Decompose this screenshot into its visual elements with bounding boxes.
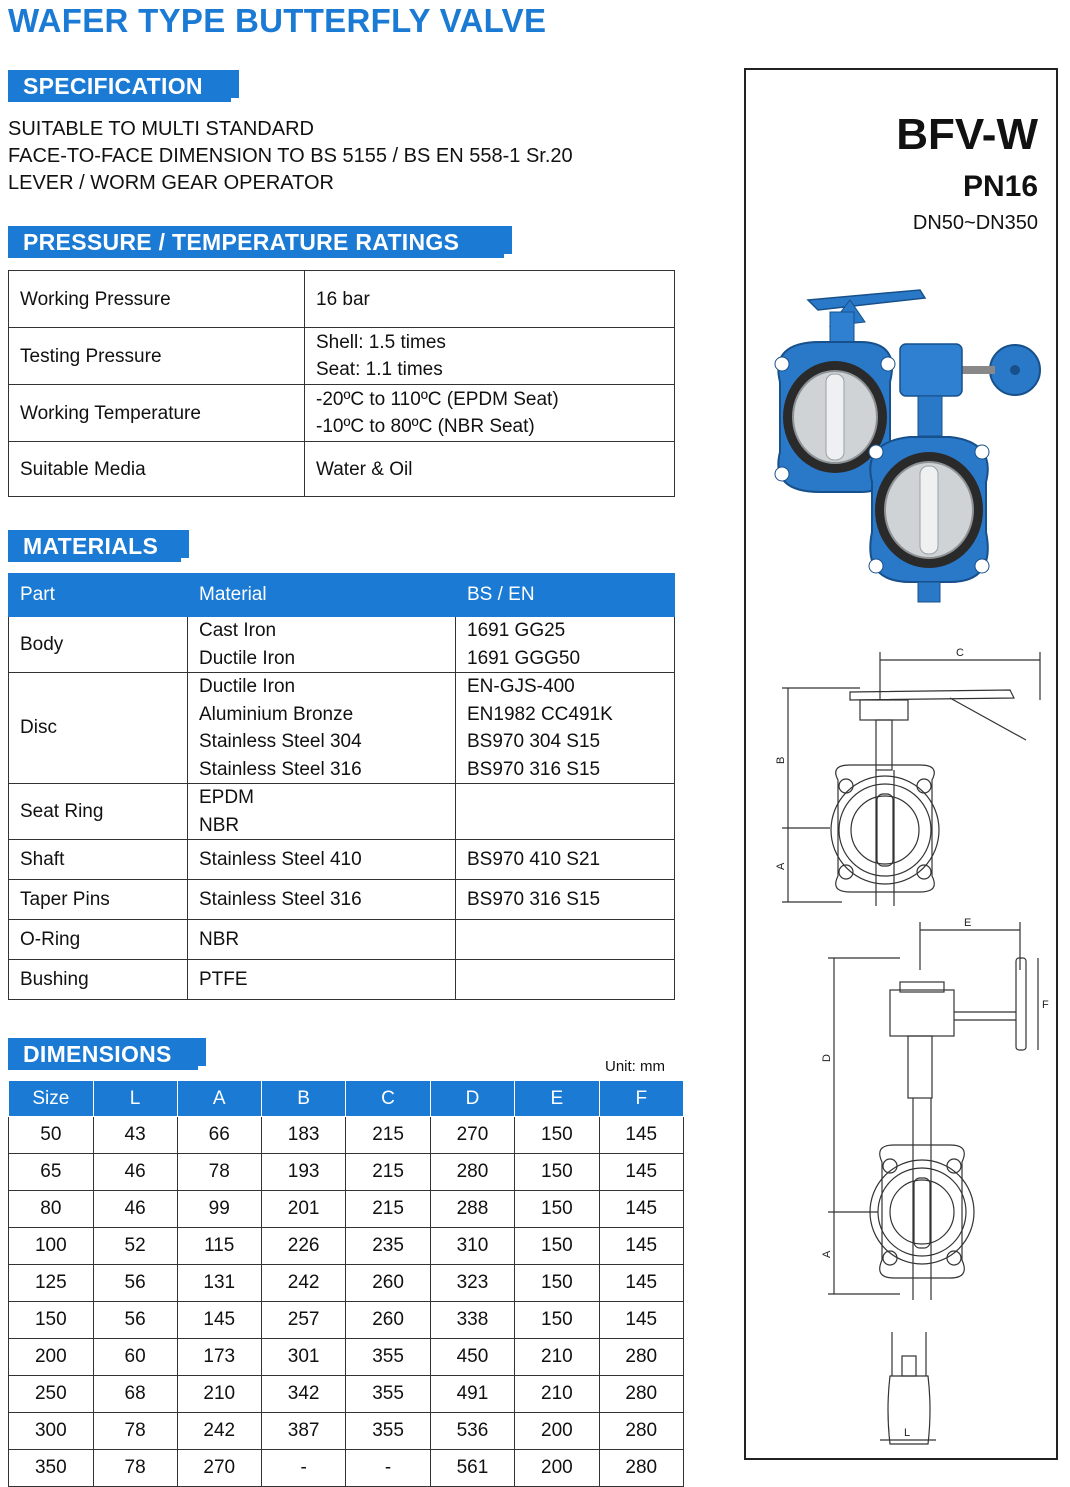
- table-row: [9, 271, 675, 328]
- dimension-cell: 280: [599, 1413, 683, 1450]
- dimension-cell: 260: [346, 1302, 430, 1339]
- material-line: EPDM: [199, 787, 254, 808]
- table-row: [9, 1117, 684, 1154]
- dimensions-table: [8, 1080, 684, 1487]
- table-row: [9, 960, 675, 1000]
- section-heading-materials: MATERIALS: [8, 530, 189, 562]
- dimension-cell: 78: [93, 1413, 177, 1450]
- column-header: F: [599, 1081, 683, 1117]
- dimension-cell: 242: [177, 1413, 261, 1450]
- dimension-cell: 300: [9, 1413, 94, 1450]
- dimension-cell: 215: [346, 1117, 430, 1154]
- dimension-cell: 215: [346, 1154, 430, 1191]
- dimension-cell: 80: [9, 1191, 94, 1228]
- dimension-cell: 50: [9, 1117, 94, 1154]
- material-line: Ductile Iron: [199, 647, 296, 669]
- dimension-cell: 66: [177, 1117, 261, 1154]
- material-line: Cast Iron: [199, 620, 277, 641]
- table-header-row: [9, 574, 675, 617]
- dimension-cell: 355: [346, 1376, 430, 1413]
- dimension-cell: 260: [346, 1265, 430, 1302]
- dimension-cell: 145: [599, 1228, 683, 1265]
- column-header: L: [93, 1081, 177, 1117]
- dimension-cell: 235: [346, 1228, 430, 1265]
- dimension-cell: 145: [599, 1117, 683, 1154]
- technical-drawing: [770, 640, 1056, 1452]
- standard-cell: BS970 410 S21: [456, 840, 675, 880]
- table-row: [9, 1302, 684, 1339]
- dimension-cell: 561: [430, 1450, 514, 1487]
- dimension-cell: 342: [261, 1376, 345, 1413]
- table-row: [9, 1376, 684, 1413]
- dimension-cell: 78: [177, 1154, 261, 1191]
- dimension-label-b: B: [775, 756, 787, 764]
- dimension-cell: -: [261, 1450, 345, 1487]
- dimension-cell: 150: [515, 1117, 599, 1154]
- dimension-cell: 65: [9, 1154, 94, 1191]
- dimension-cell: 491: [430, 1376, 514, 1413]
- dimension-cell: 150: [515, 1191, 599, 1228]
- dimension-cell: 68: [93, 1376, 177, 1413]
- column-header: Material: [188, 574, 456, 617]
- dimension-cell: 173: [177, 1339, 261, 1376]
- valve-photo: [760, 282, 1050, 612]
- pressure-value: [305, 328, 675, 385]
- dimension-label-c: C: [956, 647, 964, 659]
- dimension-label-l: L: [904, 1427, 911, 1439]
- table-row: [9, 1339, 684, 1376]
- table-row: [9, 385, 675, 442]
- standard-cell: BS970 316 S15: [456, 880, 675, 920]
- table-row: [9, 673, 675, 784]
- dimension-cell: 536: [430, 1413, 514, 1450]
- dimension-cell: 210: [177, 1376, 261, 1413]
- material-line: NBR: [199, 814, 240, 836]
- table-header-row: [9, 1081, 684, 1117]
- dimension-cell: 150: [515, 1302, 599, 1339]
- standard-cell: [456, 784, 675, 840]
- standard-line: BS970 316 S15: [467, 758, 601, 780]
- spec-line: LEVER / WORM GEAR OPERATOR: [8, 172, 334, 194]
- dimension-cell: 280: [430, 1154, 514, 1191]
- part-cell: Seat Ring: [9, 784, 188, 840]
- dimension-cell: 215: [346, 1191, 430, 1228]
- dimension-cell: 270: [430, 1117, 514, 1154]
- standard-line: 1691 GG25: [467, 620, 566, 641]
- pressure-table: [8, 270, 675, 497]
- section-heading-specification: SPECIFICATION: [8, 70, 239, 102]
- dimension-cell: 301: [261, 1339, 345, 1376]
- table-row: [9, 328, 675, 385]
- dimension-cell: 131: [177, 1265, 261, 1302]
- dimension-cell: 350: [9, 1450, 94, 1487]
- table-row: [9, 1265, 684, 1302]
- pressure-label: Working Temperature: [9, 385, 305, 442]
- dimension-cell: 226: [261, 1228, 345, 1265]
- dimension-cell: 310: [430, 1228, 514, 1265]
- column-header: BS / EN: [456, 574, 675, 617]
- standard-cell: [456, 960, 675, 1000]
- materials-table: [8, 573, 675, 1000]
- material-cell: NBR: [188, 920, 456, 960]
- dimension-cell: 200: [515, 1450, 599, 1487]
- dimension-cell: 145: [599, 1191, 683, 1228]
- dimension-cell: 387: [261, 1413, 345, 1450]
- value-line: -20ºC to 110ºC (EPDM Seat): [316, 389, 559, 410]
- material-cell: Stainless Steel 316: [188, 880, 456, 920]
- column-header: B: [261, 1081, 345, 1117]
- material-cell: PTFE: [188, 960, 456, 1000]
- dimension-cell: 210: [515, 1376, 599, 1413]
- table-row: [9, 1191, 684, 1228]
- dimension-cell: 288: [430, 1191, 514, 1228]
- table-row: [9, 784, 675, 840]
- dimension-cell: 450: [430, 1339, 514, 1376]
- table-row: [9, 442, 675, 497]
- table-row: [9, 1413, 684, 1450]
- pressure-value: 16 bar: [305, 271, 675, 328]
- product-panel: [744, 68, 1058, 1460]
- value-line: -10ºC to 80ºC (NBR Seat): [316, 416, 535, 437]
- dimension-cell: 56: [93, 1265, 177, 1302]
- material-line: Stainless Steel 316: [199, 758, 362, 780]
- dimension-cell: 145: [599, 1302, 683, 1339]
- dimension-cell: 280: [599, 1450, 683, 1487]
- table-row: [9, 880, 675, 920]
- unit-label: Unit: mm: [605, 1058, 665, 1075]
- dimension-cell: 115: [177, 1228, 261, 1265]
- part-cell: O-Ring: [9, 920, 188, 960]
- dimension-cell: 145: [177, 1302, 261, 1339]
- dimension-cell: 355: [346, 1339, 430, 1376]
- dimension-cell: 201: [261, 1191, 345, 1228]
- material-cell: [188, 617, 456, 673]
- dimension-cell: 56: [93, 1302, 177, 1339]
- dimension-cell: 250: [9, 1376, 94, 1413]
- dimension-cell: 242: [261, 1265, 345, 1302]
- table-row: [9, 1154, 684, 1191]
- column-header: Part: [9, 574, 188, 617]
- dimension-cell: 257: [261, 1302, 345, 1339]
- pressure-value: [305, 385, 675, 442]
- pressure-label: Suitable Media: [9, 442, 305, 497]
- section-heading-dimensions: DIMENSIONS: [8, 1038, 206, 1070]
- dimension-cell: -: [346, 1450, 430, 1487]
- dimension-cell: 210: [515, 1339, 599, 1376]
- dimension-label-e: E: [964, 917, 972, 929]
- dimension-cell: 46: [93, 1191, 177, 1228]
- spec-line: FACE-TO-FACE DIMENSION TO BS 5155 / BS EN 558-1 Sr.20: [8, 145, 573, 167]
- part-cell: Bushing: [9, 960, 188, 1000]
- standard-cell: [456, 617, 675, 673]
- gear-valve-illustration: [869, 344, 1040, 602]
- pressure-label: Working Pressure: [9, 271, 305, 328]
- value-line: Shell: 1.5 times: [316, 332, 446, 353]
- column-header: D: [430, 1081, 514, 1117]
- dimension-cell: 150: [9, 1302, 94, 1339]
- part-cell: Body: [9, 617, 188, 673]
- dimension-cell: 43: [93, 1117, 177, 1154]
- dimension-cell: 200: [9, 1339, 94, 1376]
- material-line: Aluminium Bronze: [199, 703, 354, 725]
- dimension-cell: 338: [430, 1302, 514, 1339]
- spec-line: SUITABLE TO MULTI STANDARD: [8, 118, 314, 140]
- dimension-cell: 200: [515, 1413, 599, 1450]
- dimension-cell: 355: [346, 1413, 430, 1450]
- table-row: [9, 1450, 684, 1487]
- dimension-cell: 323: [430, 1265, 514, 1302]
- table-row: [9, 617, 675, 673]
- dimension-cell: 150: [515, 1154, 599, 1191]
- dimension-cell: 60: [93, 1339, 177, 1376]
- dimension-cell: 183: [261, 1117, 345, 1154]
- dimension-cell: 145: [599, 1154, 683, 1191]
- column-header: C: [346, 1081, 430, 1117]
- dimension-label-f: F: [1042, 999, 1049, 1011]
- standard-line: EN1982 CC491K: [467, 703, 613, 725]
- dimension-cell: 125: [9, 1265, 94, 1302]
- dimension-cell: 78: [93, 1450, 177, 1487]
- material-line: Stainless Steel 304: [199, 731, 362, 752]
- table-row: [9, 920, 675, 960]
- column-header: E: [515, 1081, 599, 1117]
- dimension-cell: 150: [515, 1265, 599, 1302]
- material-cell: [188, 784, 456, 840]
- dimension-cell: 270: [177, 1450, 261, 1487]
- dimension-cell: 100: [9, 1228, 94, 1265]
- standard-cell: [456, 920, 675, 960]
- dimension-cell: 280: [599, 1376, 683, 1413]
- size-range: DN50~DN350: [912, 212, 1038, 234]
- page-title: WAFER TYPE BUTTERFLY VALVE: [8, 2, 547, 39]
- dimension-cell: 150: [515, 1228, 599, 1265]
- part-cell: Disc: [9, 673, 188, 784]
- material-cell: Stainless Steel 410: [188, 840, 456, 880]
- standard-line: EN-GJS-400: [467, 676, 575, 697]
- dimension-cell: 145: [599, 1265, 683, 1302]
- dimension-cell: 280: [599, 1339, 683, 1376]
- column-header: Size: [9, 1081, 94, 1117]
- standard-cell: [456, 673, 675, 784]
- part-cell: Taper Pins: [9, 880, 188, 920]
- section-heading-pressure: PRESSURE / TEMPERATURE RATINGS: [8, 226, 512, 258]
- model-code: BFV-W: [896, 110, 1038, 159]
- dimension-cell: 193: [261, 1154, 345, 1191]
- column-header: A: [177, 1081, 261, 1117]
- material-line: Ductile Iron: [199, 676, 296, 697]
- pressure-label: Testing Pressure: [9, 328, 305, 385]
- dimension-label-a: A: [775, 862, 787, 870]
- dimension-cell: 99: [177, 1191, 261, 1228]
- standard-line: 1691 GGG50: [467, 647, 581, 669]
- dimension-cell: 46: [93, 1154, 177, 1191]
- specification-list: [8, 116, 573, 197]
- table-row: [9, 1228, 684, 1265]
- dimension-cell: 52: [93, 1228, 177, 1265]
- pressure-class: PN16: [962, 170, 1038, 203]
- table-row: [9, 840, 675, 880]
- part-cell: Shaft: [9, 840, 188, 880]
- dimension-label-a2: A: [821, 1250, 833, 1258]
- pressure-value: Water & Oil: [305, 442, 675, 497]
- dimension-label-d: D: [821, 1054, 833, 1062]
- standard-line: BS970 304 S15: [467, 731, 601, 752]
- material-cell: [188, 673, 456, 784]
- value-line: Seat: 1.1 times: [316, 359, 443, 380]
